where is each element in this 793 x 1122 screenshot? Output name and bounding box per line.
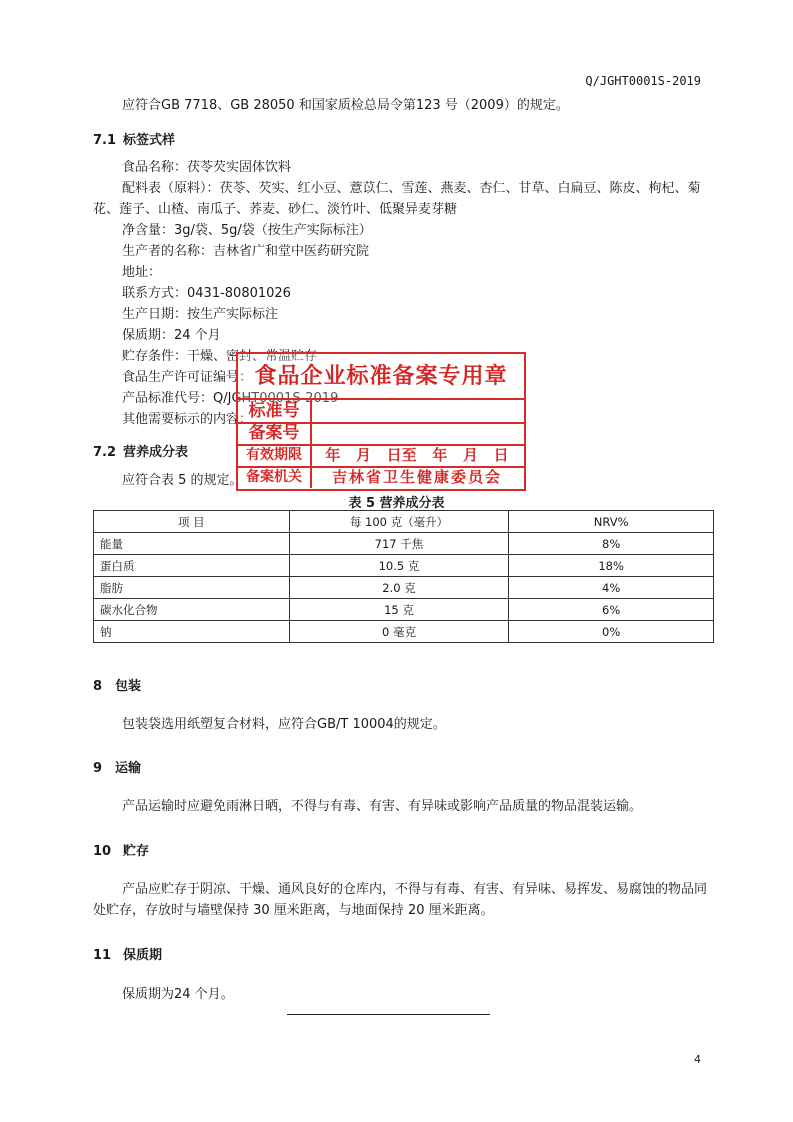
table-cell: 0 毫克 — [289, 621, 509, 643]
filing-stamp — [236, 352, 526, 491]
table-cell: 能量 — [94, 533, 290, 555]
stamp-label: 备案号 — [238, 422, 312, 444]
label-line-contact: 联系方式：0431-80801026 — [122, 286, 291, 301]
column-header-item: 项 目 — [94, 511, 290, 533]
stamp-label: 备案机关 — [238, 466, 312, 488]
table-cell: 蛋白质 — [94, 555, 290, 577]
label-line-food-name: 食品名称：茯苓芡实固体饮料 — [122, 160, 292, 175]
stamp-row-standard-no — [238, 400, 524, 424]
table-cell: 10.5 克 — [289, 555, 509, 577]
table-cell: 钠 — [94, 621, 290, 643]
table-cell: 4% — [509, 577, 714, 599]
section-11-heading — [93, 944, 162, 963]
table-cell: 18% — [509, 555, 714, 577]
column-header-per-100g: 每 100 克（毫升） — [289, 511, 509, 533]
section-10-heading — [93, 840, 149, 859]
stamp-label: 有效期限 — [238, 444, 312, 466]
section-8-text: 包装袋选用纸塑复合材料，应符合GB/T 10004的规定。 — [122, 717, 446, 732]
label-line-address: 地址： — [122, 265, 162, 280]
end-rule — [287, 1014, 490, 1015]
label-line-other: 其他需要标示的内容： — [122, 412, 253, 427]
section-title: 营养成分表 — [123, 445, 189, 460]
section-title: 标签式样 — [123, 133, 176, 148]
stamp-value: 年 月 日至 年 月 日 — [325, 446, 509, 464]
stamp-row-validity — [238, 444, 524, 468]
section-10-text: 产品应贮存于阴凉、干燥、通风良好的仓库内，不得与有毒、有害、有异味、易挥发、易腐蚀的物品同处贮存，存放时与墙壁保持 30 厘米距离，与地面保持 20 厘米距离。 — [93, 882, 708, 918]
table-header-row — [94, 511, 714, 533]
table-row — [94, 555, 714, 577]
label-line-production-date: 生产日期：按生产实际标注 — [122, 307, 279, 322]
section-9-text: 产品运输时应避免雨淋日晒，不得与有毒、有害、有异味或影响产品质量的物品混装运输。 — [122, 799, 643, 814]
section-7-2-heading — [93, 441, 188, 460]
label-line-license: 食品生产许可证编号： — [122, 370, 253, 385]
intro-line: 应符合GB 7718、GB 28050 和国家质检总局令第123 号（2009）的规定。 — [122, 98, 569, 113]
table-cell: 脂肪 — [94, 577, 290, 599]
stamp-value: 吉林省卫生健康委员会 — [331, 468, 502, 486]
section-7-1-heading — [93, 129, 175, 148]
table-cell: 6% — [509, 599, 714, 621]
table-cell: 2.0 克 — [289, 577, 509, 599]
stamp-label: 标准号 — [238, 400, 312, 422]
section-title: 运输 — [115, 761, 142, 776]
column-header-nrv: NRV% — [509, 511, 714, 533]
label-line-net-content: 净含量：3g/袋、5g/袋（按生产实际标注） — [122, 223, 372, 238]
stamp-row-authority — [238, 466, 524, 488]
stamp-row-filing-no — [238, 422, 524, 446]
section-7-2-intro: 应符合表 5 的规定。 — [122, 473, 243, 488]
nutrition-table — [93, 510, 714, 643]
section-8-heading — [93, 675, 141, 694]
table-cell: 碳水化合物 — [94, 599, 290, 621]
label-line-producer: 生产者的名称：吉林省广和堂中医药研究院 — [122, 244, 370, 259]
label-line-ingredients: 配料表（原料）：茯苓、芡实、红小豆、薏苡仁、雪莲、燕麦、杏仁、甘草、白扁豆、陈皮、枸杞、菊花、莲子、山楂、南瓜子、荞麦、砂仁、淡竹叶、低聚异麦芽糖 — [93, 181, 701, 217]
table-row — [94, 621, 714, 643]
table-cell: 8% — [509, 533, 714, 555]
table-cell: 0% — [509, 621, 714, 643]
table-cell: 717 千焦 — [289, 533, 509, 555]
table-row — [94, 577, 714, 599]
section-9-heading — [93, 757, 141, 776]
table-row — [94, 599, 714, 621]
section-title: 包装 — [115, 679, 142, 694]
section-number: 9 — [93, 761, 103, 776]
section-number: 8 — [93, 679, 103, 694]
table-row — [94, 533, 714, 555]
section-number: 7.2 — [93, 445, 117, 460]
table-caption: 表 5 营养成分表 — [348, 496, 445, 511]
page-number: 4 — [694, 1053, 701, 1066]
table-cell: 15 克 — [289, 599, 509, 621]
section-title: 贮存 — [123, 844, 150, 859]
section-number: 11 — [93, 948, 112, 963]
stamp-title: 食品企业标准备案专用章 — [238, 354, 524, 400]
section-number: 10 — [93, 844, 112, 859]
label-line-storage: 贮存条件：干燥、密封、常温贮存 — [122, 349, 318, 364]
section-number: 7.1 — [93, 133, 117, 148]
section-title: 保质期 — [123, 948, 163, 963]
section-11-text: 保质期为24 个月。 — [122, 987, 234, 1002]
label-line-standard-code: 产品标准代号：Q/JGHT0001S-2019 — [122, 391, 339, 406]
document-code: Q/JGHT0001S-2019 — [585, 74, 701, 88]
label-line-shelf-life: 保质期：24 个月 — [122, 328, 221, 343]
